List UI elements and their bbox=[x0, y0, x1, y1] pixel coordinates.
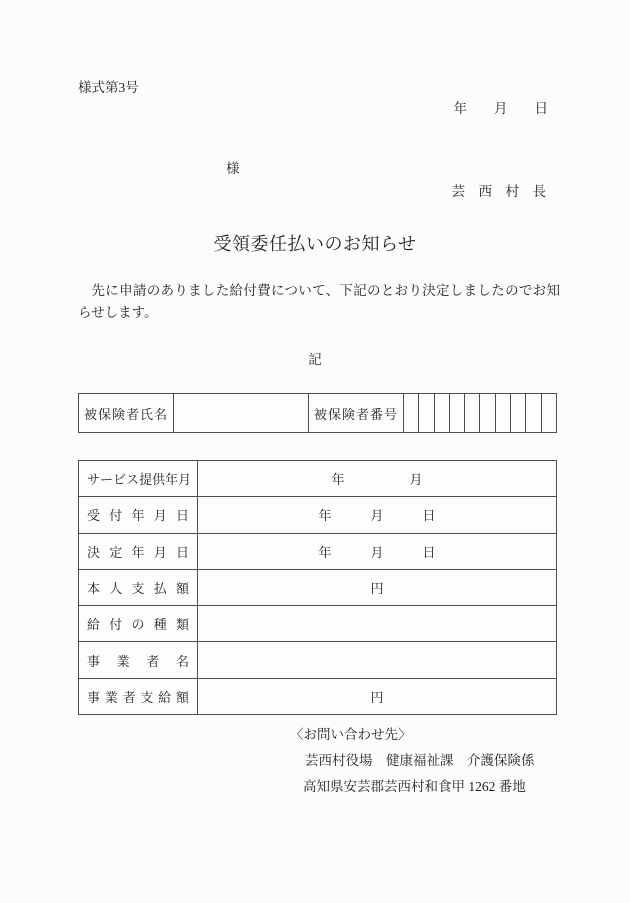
insured-number-cell-6 bbox=[496, 394, 511, 432]
body-paragraph: 先に申請のありました給付費について、下記のとおり決定しましたのでお知らせします。 bbox=[78, 283, 560, 320]
office-address-line: 高知県安芸郡芸西村和食甲 1262 番地 bbox=[303, 779, 526, 794]
detail-row-label: 事 業 者 支 給 額 bbox=[79, 679, 198, 714]
detail-row-label: 受 付 年 月 日 bbox=[79, 497, 198, 532]
detail-row-2 bbox=[79, 533, 556, 569]
detail-row-value: 年 月 日 bbox=[318, 508, 436, 524]
insured-number-cell-9 bbox=[542, 394, 556, 432]
detail-row-value: 円 bbox=[370, 580, 384, 596]
contact-heading: 〈お問い合わせ先〉 bbox=[290, 727, 412, 742]
insured-name-label: 被保険者氏名 bbox=[79, 394, 174, 432]
insured-name-value bbox=[174, 394, 309, 432]
insured-number-cell-2 bbox=[435, 394, 450, 432]
detail-row-label: 決 定 年 月 日 bbox=[79, 534, 198, 569]
detail-row-1 bbox=[79, 496, 556, 532]
insured-number-cell-8 bbox=[526, 394, 541, 432]
detail-row-label: 事 業 者 名 bbox=[79, 642, 198, 677]
sender-name: 芸 西 村 長 bbox=[451, 184, 546, 199]
detail-row-value: 年 月 bbox=[331, 472, 423, 488]
insured-number-digit-boxes bbox=[404, 394, 556, 432]
detail-row-value bbox=[198, 642, 556, 677]
insured-number-cell-0 bbox=[404, 394, 419, 432]
office-department-line: 芸西村役場 健康福祉課 介護保険係 bbox=[305, 753, 535, 768]
detail-row-value bbox=[198, 606, 556, 641]
insured-number-cell-5 bbox=[480, 394, 495, 432]
detail-row-3 bbox=[79, 569, 556, 605]
document-title: 受領委任払いのお知らせ bbox=[213, 234, 417, 254]
insured-number-cell-3 bbox=[450, 394, 465, 432]
detail-row-value: 年 月 日 bbox=[318, 544, 436, 560]
detail-row-label: サ ー ビ ス 提 供 年 月 bbox=[79, 461, 198, 496]
detail-row-label: 本 人 支 払 額 bbox=[79, 570, 198, 605]
benefit-detail-table bbox=[78, 460, 557, 715]
form-number: 様式第3号 bbox=[78, 80, 139, 95]
insured-person-table bbox=[78, 393, 557, 433]
detail-row-label: 給 付 の 種 類 bbox=[79, 606, 198, 641]
insured-number-cell-1 bbox=[419, 394, 434, 432]
detail-row-5 bbox=[79, 641, 556, 677]
detail-row-4 bbox=[79, 605, 556, 641]
issue-date-line: 年 月 日 bbox=[453, 101, 548, 116]
insured-number-cell-7 bbox=[511, 394, 526, 432]
record-marker: 記 bbox=[308, 352, 322, 367]
detail-row-6 bbox=[79, 678, 556, 714]
insured-number-cell-4 bbox=[465, 394, 480, 432]
detail-row-0 bbox=[79, 461, 556, 496]
insured-number-label: 被保険者番号 bbox=[309, 394, 404, 432]
addressee-suffix: 様 bbox=[226, 161, 240, 176]
detail-row-value: 円 bbox=[370, 689, 384, 705]
